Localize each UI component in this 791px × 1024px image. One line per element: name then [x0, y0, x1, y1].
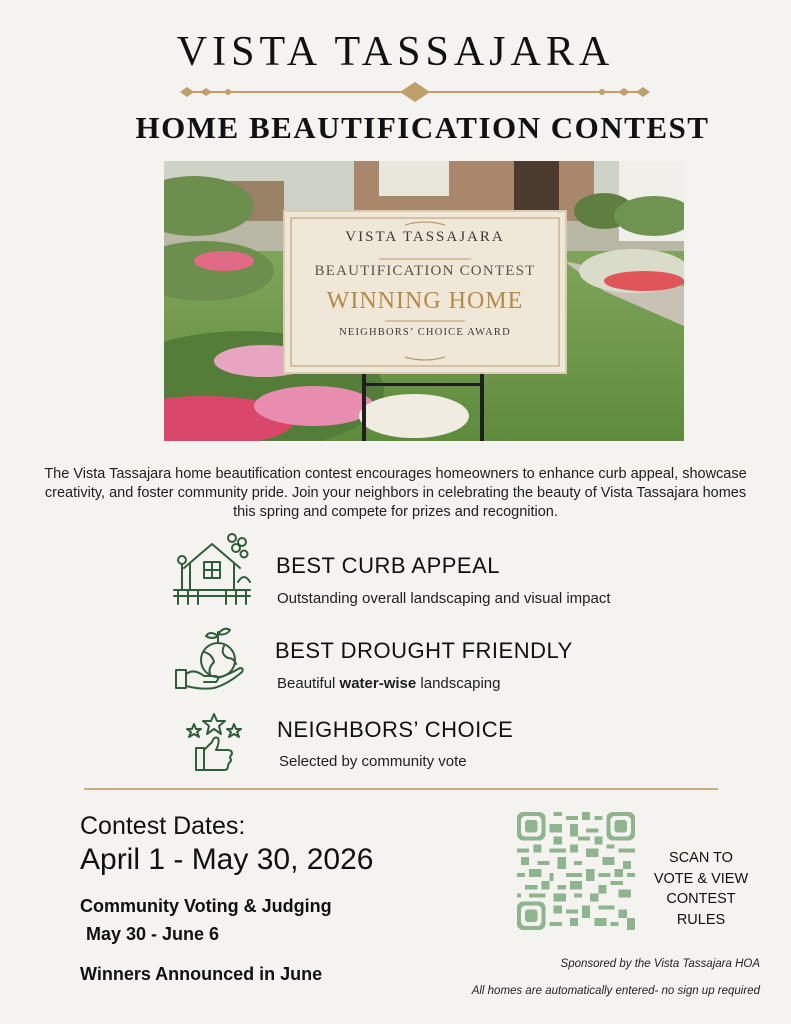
- award-desc-curb-appeal: Outstanding overall landscaping and visual impact: [277, 590, 611, 607]
- contest-title: HOME BEAUTIFICATION CONTEST: [135, 110, 710, 145]
- sign-subtitle: BEAUTIFICATION CONTEST: [314, 263, 536, 279]
- award-desc-drought-friendly: [277, 675, 500, 692]
- award-title-drought-friendly: BEST DROUGHT FRIENDLY: [275, 638, 573, 663]
- section-divider: [84, 788, 718, 790]
- qr-code-icon[interactable]: [517, 812, 635, 930]
- scan-caption-line: CONTEST: [666, 891, 736, 907]
- scan-caption: [650, 848, 752, 930]
- sign-award: NEIGHBORS’ CHOICE AWARD: [339, 327, 511, 338]
- scan-caption-line: VOTE & VIEW: [653, 870, 749, 887]
- intro-paragraph: The Vista Tassajara home beautification contest encourages homeowners to enhance curb appeal, showcase creativity, and foster community pride. Join your neighbors in celebrating the beauty of Vista Tassajara homes this spring and compete for prizes and recognition.: [44, 466, 747, 520]
- winners-announcement: Winners Announced in June: [80, 964, 323, 984]
- contest-dates-value: April 1 - May 30, 2026: [80, 843, 374, 876]
- sign-headline: WINNING HOME: [326, 288, 524, 314]
- award-title-neighbors-choice: NEIGHBORS’ CHOICE: [277, 717, 514, 742]
- award-desc-text: landscaping: [416, 675, 501, 692]
- thumbs-up-stars-icon: [184, 712, 244, 772]
- voting-dates: May 30 - June 6: [86, 924, 220, 944]
- sign-title: VISTA TASSAJARA: [345, 229, 505, 245]
- house-garden-icon: [170, 532, 254, 606]
- award-title-curb-appeal: BEST CURB APPEAL: [276, 553, 501, 578]
- scan-caption-line: SCAN TO: [669, 850, 733, 866]
- voting-label: Community Voting & Judging: [80, 896, 332, 916]
- earth-hand-icon: [172, 624, 250, 692]
- auto-entry-note: All homes are automatically entered- no sign up required: [471, 985, 760, 997]
- scan-caption-line: RULES: [676, 911, 726, 928]
- award-desc-text: Beautiful: [277, 675, 340, 692]
- divider-ornament: [178, 80, 652, 104]
- award-desc-neighbors-choice: Selected by community vote: [279, 753, 467, 770]
- award-desc-bold: water-wise: [339, 675, 417, 692]
- page-title: VISTA TASSAJARA: [176, 29, 615, 75]
- sponsor-note: Sponsored by the Vista Tassajara HOA: [560, 958, 760, 970]
- contest-dates-label: Contest Dates:: [80, 812, 246, 840]
